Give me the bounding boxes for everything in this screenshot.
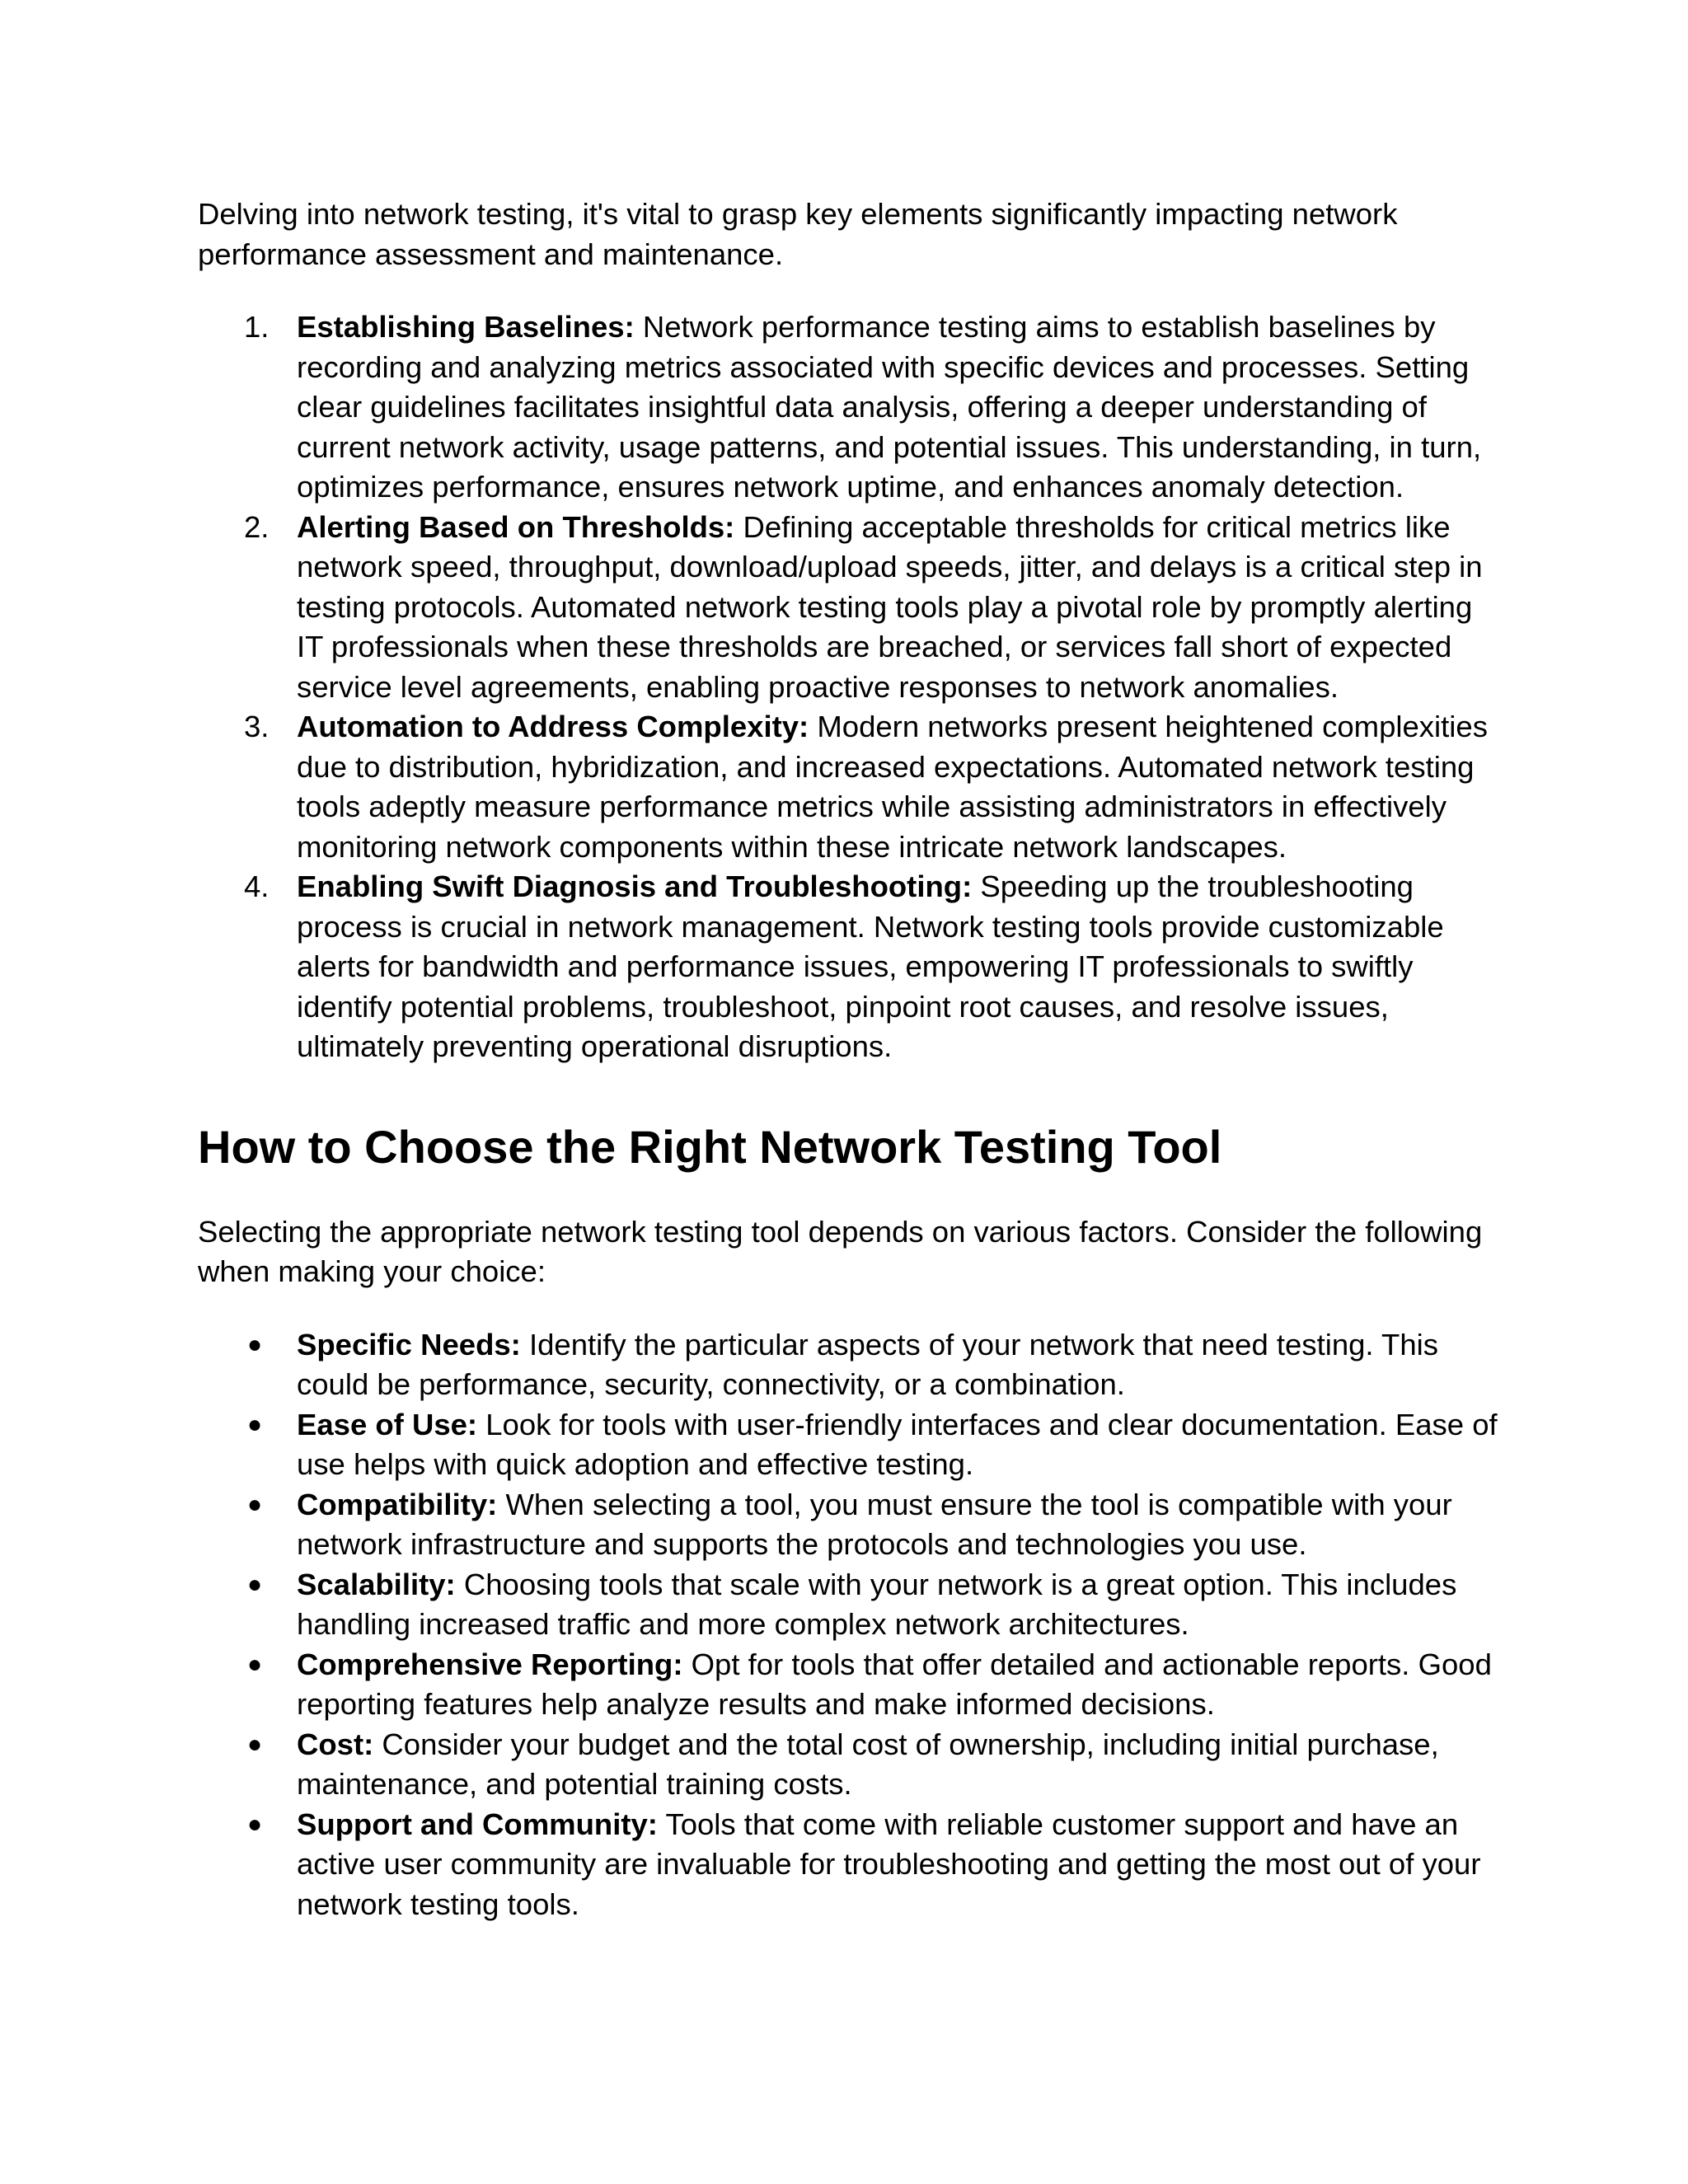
item-term: Compatibility: <box>297 1487 498 1521</box>
bullet-list-item <box>198 1405 1500 1485</box>
bullet-list-item <box>198 1805 1500 1925</box>
bullet-list-item <box>198 1645 1500 1725</box>
item-term: Establishing Baselines: <box>297 310 635 344</box>
bullet-icon: ● <box>247 1730 263 1758</box>
item-term: Cost: <box>297 1727 374 1761</box>
item-text: Look for tools with user-friendly interfaces and clear documentation. Ease of use helps with quick adoption and effective testing. <box>297 1407 1498 1481</box>
numbered-list-item <box>198 508 1500 708</box>
list-number: 4. <box>244 869 270 903</box>
section-heading: How to Choose the Right Network Testing Tool <box>198 1120 1222 1173</box>
item-text: Modern networks present heightened complexities due to distribution, hybridization, and increased expectations. Automated network testing tools adeptly measure performance metrics while assisting administrators in effectively monitoring network components within these intricate network landscapes. <box>297 710 1488 864</box>
item-text: Identify the particular aspects of your network that need testing. This could be performance, security, connectivity, or a combination. <box>297 1327 1439 1401</box>
item-text: Tools that come with reliable customer support and have an active user community are invaluable for troubleshooting and getting the most out of your network testing tools. <box>297 1807 1481 1921</box>
numbered-list-item <box>198 307 1500 508</box>
bullet-icon: ● <box>247 1410 263 1438</box>
bullet-list-item <box>198 1725 1500 1805</box>
list-number: 3. <box>244 710 270 743</box>
bullet-icon: ● <box>247 1490 263 1518</box>
bullet-icon: ● <box>247 1650 263 1678</box>
selection-criteria-list <box>198 1325 1500 1925</box>
numbered-list-item <box>198 707 1500 867</box>
item-term: Specific Needs: <box>297 1327 521 1361</box>
item-term: Alerting Based on Thresholds: <box>297 509 735 544</box>
item-term: Comprehensive Reporting: <box>297 1647 683 1681</box>
list-number: 1. <box>244 310 270 344</box>
item-text: When selecting a tool, you must ensure the tool is compatible with your network infrastructure and supports the protocols and technologies you use. <box>297 1487 1452 1561</box>
list-number: 2. <box>244 509 270 544</box>
item-text: Defining acceptable thresholds for critical metrics like network speed, throughput, download/upload speeds, jitter, and delays is a critical step in testing protocols. Automated network testing tools play a pivotal role by promptly alerting IT professionals when these thresholds are breached, or services fall short of expected service level agreements, enabling proactive responses to network anomalies. <box>297 509 1483 704</box>
item-term: Support and Community: <box>297 1807 658 1841</box>
item-term: Scalability: <box>297 1567 456 1601</box>
item-term: Ease of Use: <box>297 1407 478 1441</box>
item-text: Network performance testing aims to establish baselines by recording and analyzing metrics associated with specific devices and processes. Setting clear guidelines facilitates insightful data analysis, offering a deeper understanding of current network activity, usage patterns, and potential issues. This understanding, in turn, optimizes performance, ensures network uptime, and enhances anomaly detection. <box>297 310 1482 504</box>
bullet-list-item <box>198 1485 1500 1565</box>
key-elements-list <box>198 307 1500 1067</box>
bullet-icon: ● <box>247 1810 263 1838</box>
item-term: Automation to Address Complexity: <box>297 710 809 743</box>
numbered-list-item <box>198 867 1500 1067</box>
intro-paragraph: Delving into network testing, it's vital to grasp key elements significantly impacting network performance assessment and maintenance. <box>198 197 1398 271</box>
item-text: Opt for tools that offer detailed and actionable reports. Good reporting features help analyze results and make informed decisions. <box>297 1647 1492 1721</box>
bullet-icon: ● <box>247 1570 263 1598</box>
item-text: Speeding up the troubleshooting process is crucial in network management. Network testing tools provide customizable alerts for bandwidth and performance issues, empowering IT professionals to swiftly identify potential problems, troubleshoot, pinpoint root causes, and resolve issues, ultimately preventing operational disruptions. <box>297 869 1444 1063</box>
bullet-list-item <box>198 1325 1500 1405</box>
item-text: Consider your budget and the total cost of ownership, including initial purchase, maintenance, and potential training costs. <box>297 1727 1439 1801</box>
bullet-list-item <box>198 1565 1500 1645</box>
item-term: Enabling Swift Diagnosis and Troubleshooting: <box>297 869 973 903</box>
bullet-icon: ● <box>247 1330 263 1358</box>
document-body <box>198 194 1500 1924</box>
section-intro-paragraph: Selecting the appropriate network testing tool depends on various factors. Consider the following when making your choice: <box>198 1214 1483 1288</box>
item-text: Choosing tools that scale with your network is a great option. This includes handling increased traffic and more complex network architectures. <box>297 1567 1457 1641</box>
